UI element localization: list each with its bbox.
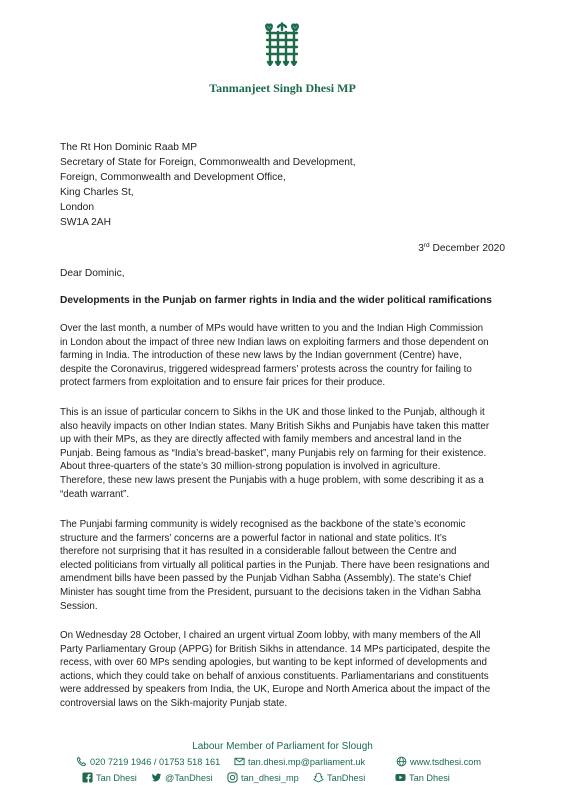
paragraph-1 [60, 322, 515, 390]
footer-email-text: tan.dhesi.mp@parliament.uk [248, 756, 366, 767]
paragraph-4 [60, 629, 515, 711]
phone-icon [76, 756, 87, 767]
recipient-line: SW1A 2AH [60, 217, 111, 228]
paragraph-line: therefore not surprising that it has resulted in a considerable fallout between the Centre and [60, 546, 457, 558]
footer-youtube-text: Tan Dhesi [409, 772, 450, 783]
paragraph-line: recess, with over 60 MPs sending apologies, but wanting to be kept informed of developments and [60, 657, 487, 669]
paragraph-2 [60, 406, 515, 501]
paragraph-line: structure and the farmers’ concerns are a powerful factor in national and state politics. It’s [60, 532, 447, 544]
youtube-icon [395, 772, 406, 783]
paragraph-line: also heavily impacts on other Indian states. Many British Sikhs and Punjabis have taken this matter [60, 420, 490, 432]
footer-website[interactable] [396, 756, 481, 767]
paragraph-line: About three-quarters of the state’s 30 million-strong population is involved in agriculture. [60, 461, 441, 473]
date-day: 3 [418, 243, 424, 254]
snapchat-icon [313, 772, 324, 783]
footer-website-text: www.tsdhesi.com [410, 756, 481, 767]
footer-title: Labour Member of Parliament for Slough [192, 741, 373, 752]
footer-twitter-text: @TanDhesi [165, 772, 213, 783]
paragraph-line: in London about the impact of three new Indian laws on exploiting farmers and those dependent on [60, 336, 489, 348]
paragraph-line: farming in India. The introduction of these new laws by the Indian government (Centre) have, [60, 350, 462, 362]
recipient-line: King Charles St, [60, 187, 134, 198]
paragraph-line: controversial laws on the Sikh-majority Punjab state. [60, 697, 288, 709]
footer-facebook-text: Tan Dhesi [96, 772, 137, 783]
paragraph-line: protect farmers from exploitation and to ensure fair prices for their produce. [60, 377, 386, 389]
footer-instagram-text: tan_dhesi_mp [241, 772, 299, 783]
date-suffix: rd [423, 242, 430, 249]
paragraph-line: Session. [60, 600, 98, 612]
footer-phone-text: 020 7219 1946 / 01753 518 161 [90, 756, 221, 767]
letterhead-mp-name: Tanmanjeet Singh Dhesi MP [209, 81, 356, 95]
portcullis-icon [262, 22, 302, 66]
footer-facebook[interactable] [82, 772, 137, 783]
paragraph-line: elected politicians from virtually all political parties in the Punjab. There have been resignations and [60, 559, 490, 571]
footer-instagram[interactable] [227, 772, 299, 783]
paragraph-line: Over the last month, a number of MPs would have written to you and the Indian High Commission [60, 323, 484, 334]
twitter-icon [151, 772, 162, 783]
paragraph-line: “death warrant”. [60, 488, 130, 500]
paragraph-3 [60, 518, 515, 613]
recipient-line: The Rt Hon Dominic Raab MP [60, 142, 198, 153]
letter-date [390, 242, 505, 254]
paragraph-line: were addressed by speakers from India, the UK, Europe and North America about the impact of the [60, 684, 491, 696]
paragraph-line: The Punjabi farming community is widely recognised as the backbone of the state’s economic [60, 519, 466, 530]
salutation: Dear Dominic, [60, 268, 125, 279]
recipient-line: Foreign, Commonwealth and Development Office, [60, 172, 286, 183]
footer-snapchat-text: TanDhesi [327, 772, 366, 783]
footer-phone [76, 756, 220, 767]
recipient-line: Secretary of State for Foreign, Commonwealth and Development, [60, 157, 356, 168]
paragraph-line: amendment bills have been passed by the Punjab Vidhan Sabha (Assembly). The state’s Chief [60, 573, 472, 585]
recipient-address [60, 140, 356, 230]
globe-icon [396, 756, 407, 767]
footer-snapchat[interactable] [313, 772, 365, 783]
paragraph-line: despite the Coronavirus, triggered widespread farmers’ protests across the country for failing to [60, 363, 472, 375]
footer-youtube[interactable] [395, 772, 450, 783]
paragraph-line: Minister has sought time from the President, pursuant to the decisions taken in the Vidhan Sabha [60, 586, 481, 598]
date-rest: December 2020 [429, 243, 505, 254]
footer-twitter[interactable] [151, 772, 213, 783]
recipient-line: London [60, 202, 94, 213]
facebook-icon [82, 772, 93, 783]
footer-email[interactable] [234, 756, 365, 767]
paragraph-line: On Wednesday 28 October, I chaired an urgent virtual Zoom lobby, with many members of the All [60, 630, 481, 641]
paragraph-line: actions, which they could take on behalf of anxious constituents. Parliamentarians and constituents [60, 670, 489, 682]
paragraph-line: Punjab. Being famous as “India’s bread-basket”, many Punjabis rely on farming for their existence. [60, 447, 487, 459]
paragraph-line: Therefore, these new laws present the Punjabis with a huge problem, with some describing it as a [60, 474, 484, 486]
subject-line: Developments in the Punjab on farmer rights in India and the wider political ramifications [60, 295, 492, 306]
paragraph-line: Party Parliamentary Group (APPG) for British Sikhs in attendance. 14 MPs participated, despite the [60, 643, 491, 655]
paragraph-line: up with their MPs, as they are directly affected with family members and ancestral land in the [60, 434, 462, 446]
envelope-icon [234, 756, 245, 767]
instagram-icon [227, 772, 238, 783]
paragraph-line: This is an issue of particular concern to Sikhs in the UK and those linked to the Punjab, although it [60, 407, 485, 418]
